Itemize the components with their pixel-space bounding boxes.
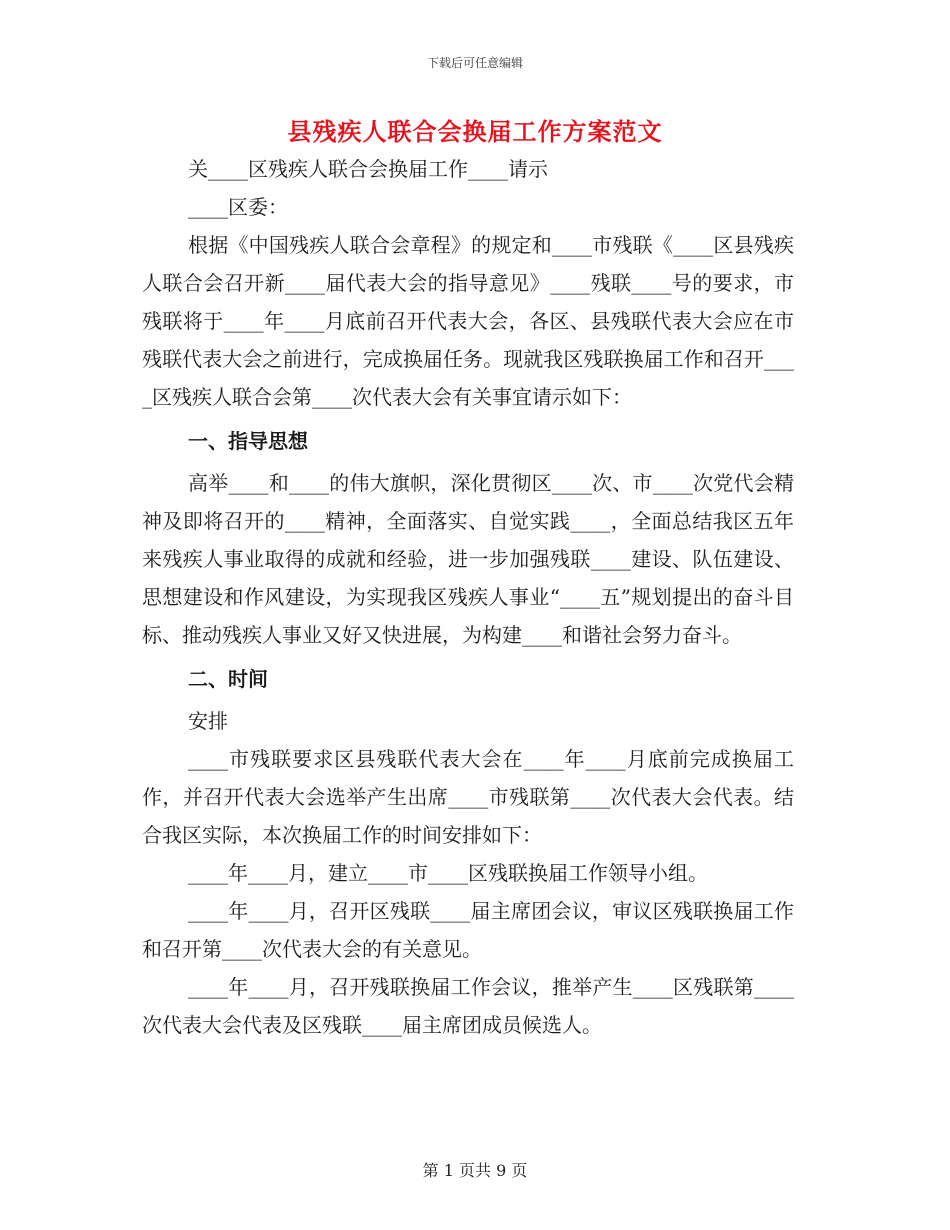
schedule-intro-paragraph: ____市残联要求区县残联代表大会在____年____月底前完成换届工作，并召开代表大会选举产生出席____市残联第____次代表大会代表。结合我区实际，本次换届工作的时间安排如下：: [142, 747, 794, 847]
request-subject: 关____区残疾人联合会换届工作____请示: [188, 157, 548, 181]
section-heading-time: 二、时间: [188, 667, 268, 691]
document-title: 县残疾人联合会换届工作方案范文: [287, 117, 663, 146]
page-header: 下载后可任意编辑: [426, 56, 523, 70]
schedule-item: ____年____月，建立____市____区残联换届工作领导小组。: [188, 861, 708, 885]
document-body: [142, 150, 794, 1044]
page-footer: 第 1 页共 9 页: [422, 1161, 528, 1180]
schedule-item: ____年____月，召开区残联____届主席团会议，审议区残联换届工作和召开第____次代表大会的有关意见。: [142, 899, 794, 961]
guiding-thought-paragraph: 高举____和____的伟大旗帜，深化贯彻区____次、市____次党代会精神及即将召开的____精神，全面落实、自觉实践____，全面总结我区五年来残疾人事业取得的成就和经验，进一步加强残联____建设、队伍建设、思想建设和作风建设，为实现我区残疾人事业“____五”规划提出的奋斗目标、推动残疾人事业又好又快进展，为构建____和谐社会努力奋斗。: [142, 471, 794, 647]
intro-paragraph: 根据《中国残疾人联合会章程》的规定和____市残联《____区县残疾人联合会召开新____届代表大会的指导意见》____残联____号的要求，市残联将于____年____月底前召开代表大会，各区、县残联代表大会应在市残联代表大会之前进行，完成换届任务。现就我区残联换届工作和召开____区残疾人联合会第____次代表大会有关事宜请示如下：: [142, 233, 794, 409]
section-heading-guiding-thought: 一、指导思想: [188, 429, 308, 453]
schedule-item: ____年____月，召开残联换届工作会议，推举产生____区残联第____次代表大会代表及区残联____届主席团成员候选人。: [142, 975, 794, 1037]
arrangement-label: 安排: [188, 709, 228, 733]
addressee: ____区委：: [188, 195, 288, 219]
